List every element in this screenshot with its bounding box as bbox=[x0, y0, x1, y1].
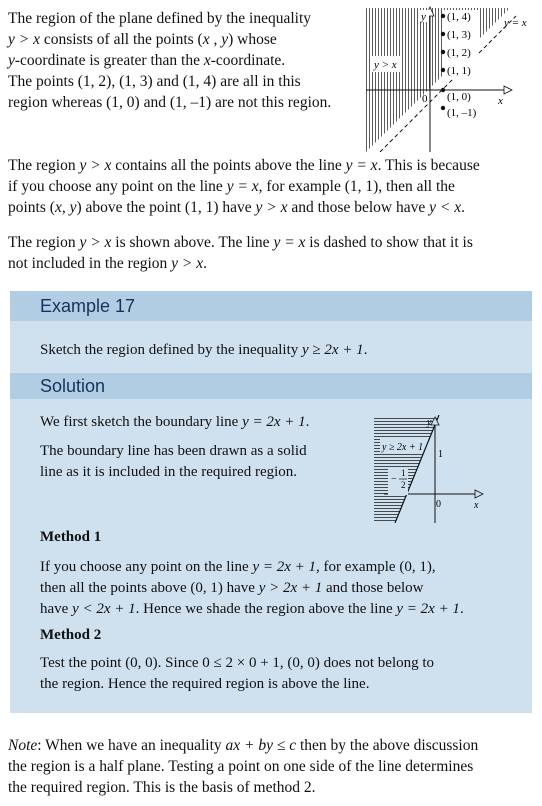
intro-line bbox=[8, 29, 331, 50]
origin-label: 0 bbox=[436, 499, 441, 510]
point-label: (1, 1) bbox=[447, 65, 471, 77]
text: If you choose any point on the line bbox=[40, 559, 253, 575]
solution-body bbox=[10, 399, 532, 713]
math: y bbox=[8, 52, 15, 69]
line: line as it is included in the required region. bbox=[40, 464, 298, 480]
text: is dashed to show that it is bbox=[305, 234, 473, 251]
math: ax + by ≤ c bbox=[225, 737, 297, 754]
region-label: y ≥ 2x + 1 bbox=[382, 442, 424, 453]
math: y = x bbox=[226, 178, 259, 195]
text: , for example (1, 1), then all the bbox=[258, 178, 455, 195]
text: , bbox=[209, 31, 222, 48]
math: y > x bbox=[79, 157, 112, 174]
text: We first sketch the boundary line bbox=[40, 414, 243, 430]
solution-step-2 bbox=[40, 441, 307, 483]
point bbox=[441, 50, 445, 54]
x-axis-label: x bbox=[498, 95, 503, 107]
math: y = 2x + 1 bbox=[252, 559, 317, 575]
text: . bbox=[203, 255, 207, 272]
dashed-line-paragraph bbox=[8, 232, 473, 274]
line: the required region. This is the basis of method 2. bbox=[8, 779, 316, 796]
line bbox=[8, 176, 480, 197]
point-label: (1, 3) bbox=[447, 29, 471, 41]
x-intercept-denominator: 2 bbox=[401, 480, 406, 490]
text: : When we have an inequality bbox=[37, 737, 226, 754]
text: not included in the region bbox=[8, 255, 172, 272]
text: ) whose bbox=[228, 31, 277, 48]
y-axis-label: y bbox=[427, 417, 432, 428]
solution-step-1 bbox=[40, 412, 309, 433]
note-label: Note bbox=[8, 737, 38, 754]
line: The boundary line has been drawn as a solid bbox=[40, 443, 307, 459]
line bbox=[8, 232, 473, 253]
line: the region is a half plane. Testing a point on one side of the line determines bbox=[8, 758, 474, 775]
point-label: (1, 2) bbox=[447, 47, 471, 59]
point bbox=[441, 106, 445, 110]
text: then all the points above (0, 1) have bbox=[40, 580, 259, 596]
line bbox=[40, 578, 464, 599]
text: have bbox=[40, 601, 73, 617]
math: y < 2x + 1 bbox=[72, 601, 136, 617]
text: . bbox=[459, 601, 464, 617]
example-header bbox=[10, 291, 532, 321]
text: points ( bbox=[8, 199, 55, 216]
example-title: Example 17 bbox=[40, 296, 136, 316]
text: . bbox=[363, 342, 368, 358]
intro-paragraph bbox=[8, 8, 331, 113]
text: . This is because bbox=[377, 157, 480, 174]
line: Test the point (0, 0). Since 0 ≤ 2 × 0 + 1, (0, 0) does not belong to bbox=[40, 655, 435, 671]
math: x, y bbox=[54, 199, 77, 216]
math: y < x bbox=[429, 199, 462, 216]
point-label: (1, –1) bbox=[447, 107, 477, 119]
intro-line: region whereas (1, 0) and (1, –1) are not this region. bbox=[8, 94, 332, 111]
text: . Hence we shade the region above the line bbox=[135, 601, 397, 617]
text: consists of all the points ( bbox=[39, 31, 203, 48]
y-axis-label: y bbox=[421, 11, 426, 23]
solution-header bbox=[10, 373, 532, 399]
line bbox=[40, 557, 464, 578]
math: y > 2x + 1 bbox=[258, 580, 323, 596]
text: The region bbox=[8, 157, 80, 174]
example-question bbox=[40, 340, 367, 361]
text: . bbox=[305, 414, 310, 430]
text: The region bbox=[8, 234, 80, 251]
x-axis-label: x bbox=[474, 500, 479, 511]
point bbox=[441, 14, 445, 18]
intro-line: The points (1, 2), (1, 3) and (1, 4) are all in this bbox=[8, 73, 301, 90]
text: ) above the point (1, 1) have bbox=[76, 199, 256, 216]
text: and those below bbox=[322, 580, 424, 596]
line bbox=[8, 735, 478, 756]
point-label: (1, 0) bbox=[447, 91, 471, 103]
region-graph-y-ge-2x-plus-1 bbox=[374, 415, 484, 523]
math: y = 2x + 1 bbox=[396, 601, 460, 617]
text: contains all the points above the line bbox=[111, 157, 346, 174]
point bbox=[441, 68, 445, 72]
intro-line: The region of the plane defined by the inequality bbox=[8, 10, 312, 27]
math: y bbox=[221, 31, 229, 48]
point bbox=[441, 32, 445, 36]
y-intercept-label: 1 bbox=[438, 449, 443, 460]
text: -coordinate is greater than the bbox=[14, 52, 204, 69]
point-label: (1, 4) bbox=[447, 11, 471, 23]
text: . bbox=[461, 199, 465, 216]
text: and those below have bbox=[287, 199, 430, 216]
line-label: y = x bbox=[504, 17, 527, 29]
text: if you choose any point on the line bbox=[8, 178, 227, 195]
explanation-paragraph bbox=[8, 155, 480, 218]
line: the region. Hence the required region is above the line. bbox=[40, 676, 370, 692]
math: y > x bbox=[171, 255, 204, 272]
line bbox=[8, 155, 480, 176]
method-1-title: Method 1 bbox=[40, 529, 102, 545]
region-label: y > x bbox=[374, 59, 397, 71]
example-body bbox=[10, 321, 532, 373]
math: x bbox=[203, 52, 211, 69]
text: then by the above discussion bbox=[296, 737, 479, 754]
x-arrow-icon bbox=[504, 86, 512, 94]
math: y > x bbox=[79, 234, 112, 251]
text: is shown above. The line bbox=[111, 234, 274, 251]
math: y = x bbox=[273, 234, 306, 251]
point bbox=[441, 88, 445, 92]
note-paragraph bbox=[8, 735, 478, 798]
origin-label: 0 bbox=[422, 93, 428, 105]
math: y > x bbox=[255, 199, 288, 216]
math: x bbox=[202, 31, 210, 48]
line bbox=[8, 197, 480, 218]
math: y = x bbox=[345, 157, 378, 174]
line bbox=[40, 599, 464, 620]
text: -coordinate. bbox=[210, 52, 286, 69]
method-2-title: Method 2 bbox=[40, 627, 102, 643]
x-intercept-numerator: 1 bbox=[401, 468, 406, 478]
intro-line bbox=[8, 50, 331, 71]
method-1-text bbox=[40, 557, 464, 620]
x-arrow-icon bbox=[475, 490, 483, 498]
math: y = 2x + 1 bbox=[242, 414, 306, 430]
line bbox=[8, 253, 473, 274]
solution-title: Solution bbox=[40, 376, 106, 396]
math: y ≥ 2x + 1 bbox=[302, 342, 364, 358]
shaded-region bbox=[366, 8, 510, 152]
text: Sketch the region defined by the inequality bbox=[40, 342, 303, 358]
text: , for example (0, 1), bbox=[316, 559, 436, 575]
x-intercept-sign: − bbox=[391, 474, 397, 485]
method-2-text bbox=[40, 653, 434, 695]
math: y > x bbox=[8, 31, 40, 48]
region-graph-y-gt-x bbox=[366, 4, 536, 152]
